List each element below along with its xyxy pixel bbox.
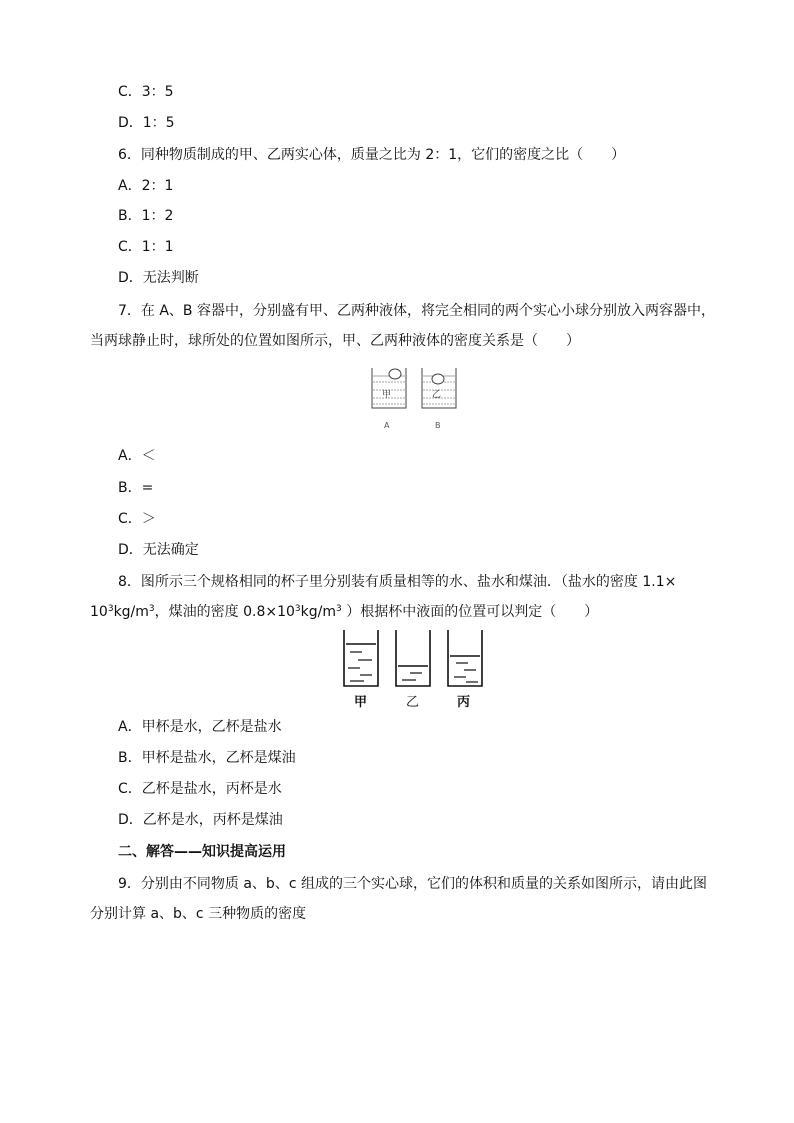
cup-jia-label: 甲	[354, 695, 368, 710]
cup-jia	[344, 630, 378, 686]
cup-yi	[396, 630, 430, 686]
cup-bing-label: 丙	[457, 695, 471, 710]
q7-option-b: B．=	[118, 480, 154, 496]
q9-stem-line-2: 分别计算 a、b、c 三种物质的密度	[90, 906, 307, 922]
q7-option-a: A．＜	[118, 448, 156, 464]
q9-stem-line-1: 9．分别由不同物质 a、b、c 组成的三个实心球，它们的体积和质量的关系如图所示，请由此图	[118, 876, 707, 892]
q5-option-d: D．1：5	[118, 115, 175, 131]
ball-a	[389, 369, 401, 379]
q8-option-d: D．乙杯是水，丙杯是煤油	[118, 812, 283, 828]
q6-option-b: B．1：2	[118, 208, 174, 224]
q7-figure-containers	[360, 364, 470, 434]
ball-b	[432, 374, 444, 384]
q8-option-a: A．甲杯是水，乙杯是盐水	[118, 719, 282, 735]
q6-option-a: A．2：1	[118, 178, 174, 194]
container-b-label: B	[435, 421, 441, 430]
q8-figure-cups	[338, 628, 488, 713]
cup-bing	[448, 630, 482, 686]
q6-option-c: C．1：1	[118, 239, 174, 255]
container-b	[422, 368, 456, 408]
q7-stem-line-2: 当两球静止时，球所处的位置如图所示，甲、乙两种液体的密度关系是（ ）	[90, 333, 580, 349]
container-a	[372, 368, 406, 408]
cup-yi-label: 乙	[406, 695, 420, 710]
q7-option-c: C．＞	[118, 511, 156, 527]
q5-option-c: C．3：5	[118, 84, 174, 100]
q8-stem-line-2: $10^3kg/m^3$，煤油的密度 $0.8\times 10^3kg/m^3$ ）根据杯中液面的位置可以判定（ ）	[90, 604, 599, 620]
q7-stem-line-1: 7．在 A、B 容器中，分别盛有甲、乙两种液体，将完全相同的两个实心小球分别放入两容器中，	[118, 303, 715, 319]
q8-option-b: B．甲杯是盐水，乙杯是煤油	[118, 750, 296, 766]
q7-option-d: D．无法确定	[118, 542, 199, 558]
liquid-a-label: 甲	[382, 390, 392, 400]
q6-option-d: D．无法判断	[118, 270, 199, 286]
container-a-label: A	[384, 421, 390, 430]
liquid-b-label: 乙	[432, 390, 442, 400]
q8-stem-line-1: 8．图所示三个规格相同的杯子里分别装有质量相等的水、盐水和煤油．（盐水的密度 1.1×	[118, 574, 677, 590]
q6-stem: 6．同种物质制成的甲、乙两实心体，质量之比为 2：1，它们的密度之比（ ）	[118, 147, 626, 163]
section-2-heading: 二、解答——知识提高运用	[118, 844, 286, 860]
q8-option-c: C．乙杯是盐水，丙杯是水	[118, 781, 282, 797]
